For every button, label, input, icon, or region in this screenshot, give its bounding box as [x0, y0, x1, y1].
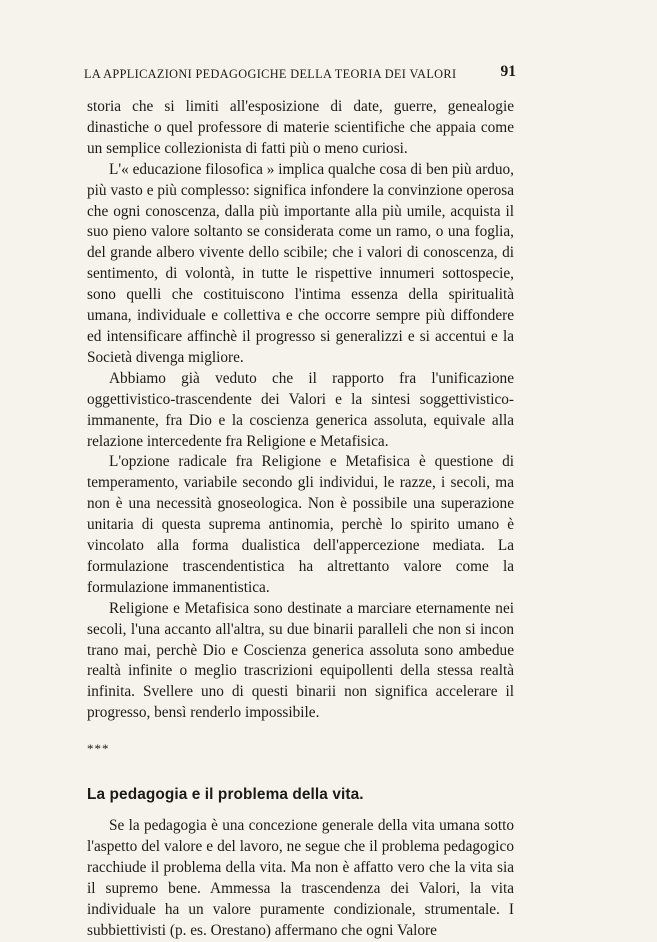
- paragraph: storia che si limiti all'esposizione di date, guerre, genealogie dinastiche o quel professore di materie scientifiche che appaia come un semplice collezionista di fatti più o meno curiosi.: [87, 98, 514, 157]
- paragraph: L'« educazione filosofica » implica qualche cosa di ben più arduo, più vasto e più complesso: significa infondere la convinzione operosa che ogni conoscenza, dalla più importante alla più umile, acquista il suo pieno valore soltanto se considerata come un ramo, o una foglia, del grande albero vivente dello scibile; che i valori di conoscenza, di sentimento, di volontà, in tutte le rispettive innumeri sottospecie, sono quelli che costituiscono l'intima essenza della spiritualità umana, individuale e collettiva e che occorre sempre più diffondere ed intensificare affinchè il progresso si generalizzi e si accentui e la Società divenga migliore.: [87, 160, 515, 366]
- section-separator: [87, 724, 514, 784]
- paragraph: Religione e Metafisica sono destinate a marciare eternamente nei secoli, l'una accanto all'altra, su due binarii paralleli che non si incon trano mai, perchè Dio e Coscienza generica assoluta sono ambedue realtà infinite o meglio trascrizioni equipollenti della stessa realtà infinita. Svellere uno di questi binarii non significa accelerare il progresso, bensì renderlo impossibile.: [87, 599, 514, 722]
- paragraph: Abbiamo già veduto che il rapporto fra l'unificazione oggettivistico-trascendente dei Valori e la sintesi soggettivistico-immanente, fra Dio e la coscienza generica assoluta, equivale alla relazione intercedente fra Religione e Metafisica.: [87, 369, 514, 450]
- paragraph: L'opzione radicale fra Religione e Metafisica è questione di temperamento, variabile secondo gli individui, le razze, i secoli, ma non è una necessità gnoseologica. Non è possibile una superazione unitaria di questa suprema antinomia, perchè lo spirito umano è vincolato alla forma dualistica dell'appercezione mediata. La formulazione trascendentistica ha altrettanto valore come la formulazione immanentistica.: [87, 453, 514, 596]
- page-number: 91: [500, 63, 516, 80]
- paragraph: Se la pedagogia è una concezione generale della vita umana sotto l'aspetto del valore e del lavoro, ne segue che il problema pedagogico racchiude il problema della vita. Ma non è affatto vero che la vita sia il supremo bene. Ammessa la trascendenza dei Valori, la vita individuale ha un valore puramente condizionale, strumentale. I subbiettivisti (p. es. Orestano) affermano che ogni Valore: [87, 817, 514, 939]
- asterism: ***: [87, 741, 110, 757]
- section-heading: La pedagogia e il problema della vita.: [87, 786, 364, 804]
- page-body: [87, 97, 514, 942]
- running-title: LA APPLICAZIONI PEDAGOGICHE DELLA TEORIA DEI VALORI: [84, 67, 457, 81]
